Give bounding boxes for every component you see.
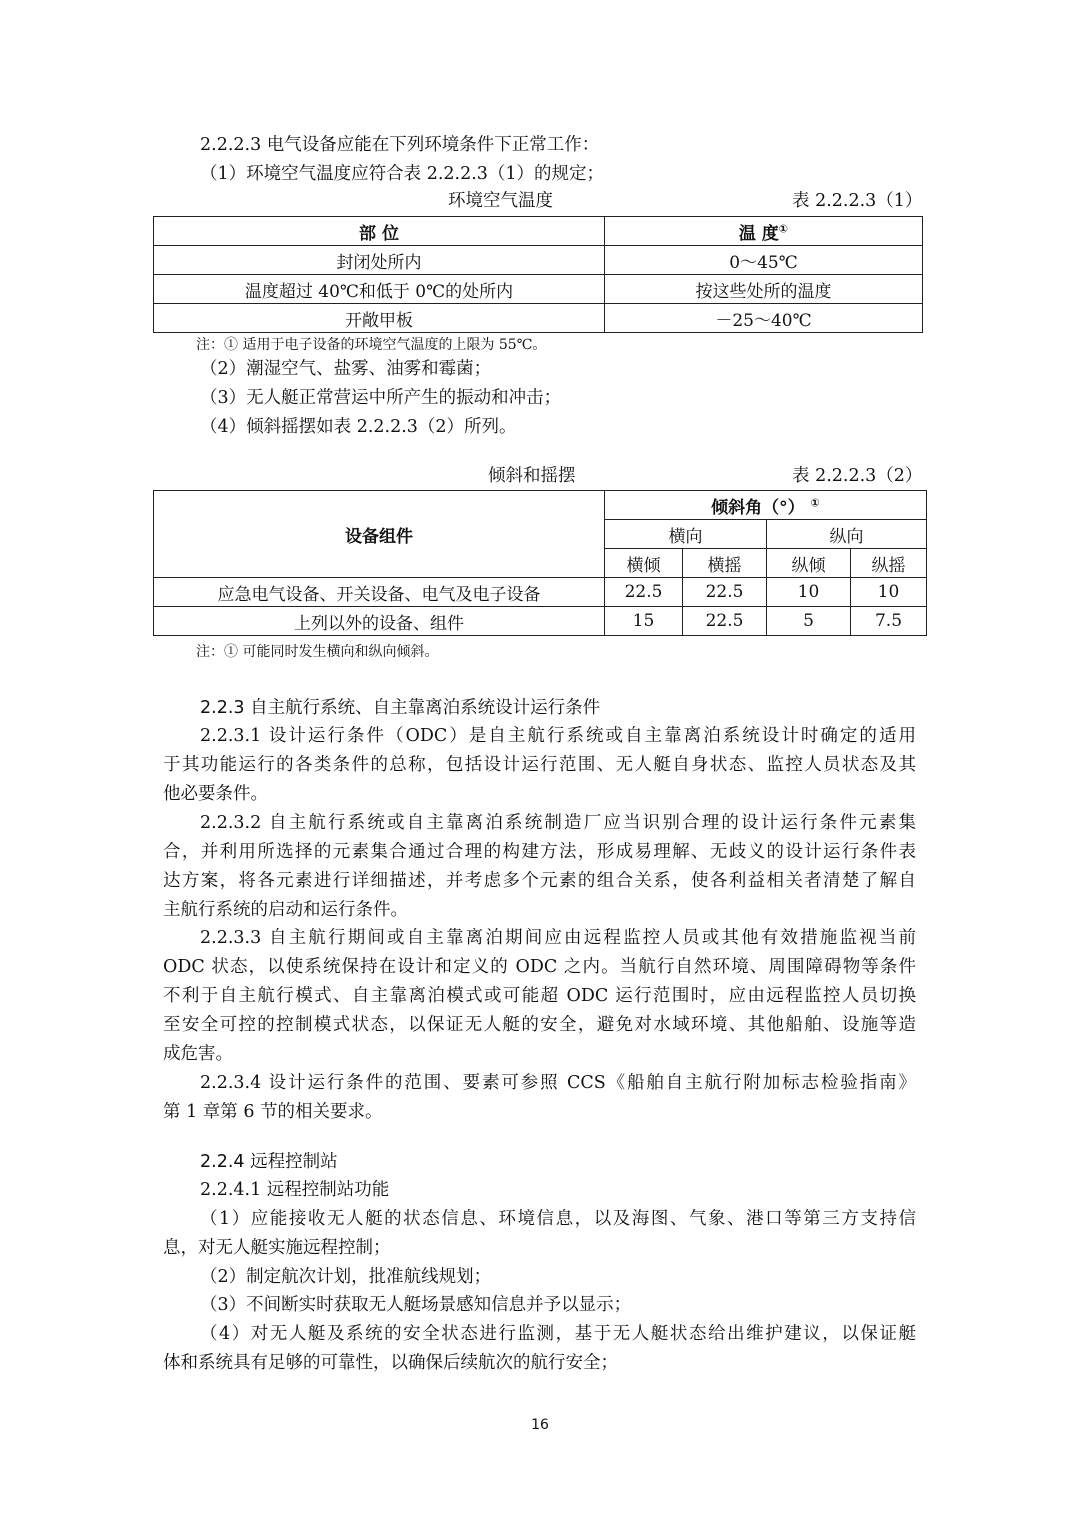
paragraph-line: 体和系统具有足够的可靠性，以确保后续航次的航行安全； (163, 1353, 618, 1373)
table-1-header-temp: 温 度① (605, 217, 923, 246)
paragraph-line: （4）对无人艇及系统的安全状态进行监测，基于无人艇状态给出维护建议，以保证艇 (200, 1324, 916, 1344)
paragraph-line: 不利于自主航行模式、自主靠离泊模式或可能超 ODC 运行范围时，应由远程监控人员切换 (163, 986, 916, 1006)
footnote-mark: ① (778, 221, 789, 235)
item-3: （3）无人艇正常营运中所产生的振动和冲击； (200, 388, 562, 408)
paragraph-line: 2.2.3.4 设计运行条件的范围、要素可参照 CCS《船舶自主航行附加标志检验指南》 (200, 1073, 916, 1093)
table-2-cell: 应急电气设备、开关设备、电气及电子设备 (154, 578, 605, 607)
paragraph-line: 2.2.3.3 自主航行期间或自主靠离泊期间应由远程监控人员或其他有效措施监视当前 (200, 928, 916, 948)
paragraph-line: 2.2.3.2 自主航行系统或自主靠离泊系统制造厂应当识别合理的设计运行条件元素集 (200, 813, 916, 833)
paragraph-line: 第 1 章第 6 节的相关要求。 (163, 1102, 383, 1122)
paragraph-line: 至安全可控的控制模式状态，以保证无人艇的安全，避免对水域环境、其他船舶、设施等造 (163, 1015, 916, 1035)
paragraph-line: 主航行系统的启动和运行条件。 (163, 900, 408, 920)
paragraph-line: （1）应能接收无人艇的状态信息、环境信息，以及海图、气象、港口等第三方支持信 (200, 1209, 916, 1229)
paragraph-line: （3）不间断实时获取无人艇场景感知信息并予以显示； (200, 1295, 632, 1315)
page-number: 16 (531, 1417, 549, 1433)
table-2-note: 注：① 可能同时发生横向和纵向倾斜。 (196, 644, 439, 660)
clause-2-2-4-1-heading: 2.2.4.1 远程控制站功能 (200, 1180, 390, 1200)
table-2-cell: 22.5 (683, 578, 767, 607)
table-2-cell: 7.5 (851, 607, 927, 636)
table-inclination-rolling (153, 490, 927, 636)
table-2-number: 表 2.2.2.3（2） (792, 466, 923, 486)
table-1-number: 表 2.2.2.3（1） (792, 191, 923, 211)
table-2-header-trim: 纵倾 (767, 549, 851, 578)
paragraph-line: ODC 状态，以使系统保持在设计和定义的 ODC 之内。当航行自然环境、周围障碍物等条件 (163, 957, 916, 977)
paragraph-line: （2）制定航次计划，批准航线规划； (200, 1267, 492, 1287)
table-1-cell: 0～45℃ (605, 246, 923, 275)
table-ambient-temperature (153, 216, 923, 333)
item-1: （1）环境空气温度应符合表 2.2.2.3（1）的规定； (200, 164, 605, 184)
table-2-title: 倾斜和摇摆 (488, 466, 576, 486)
section-2-2-4-heading: 2.2.4 远程控制站 (200, 1152, 338, 1172)
table-2-header-longitudinal: 纵向 (767, 520, 927, 549)
table-2-header-roll: 横摇 (683, 549, 767, 578)
table-1-cell: 温度超过 40℃和低于 0℃的处所内 (154, 275, 605, 304)
table-1-header-part: 部 位 (154, 217, 605, 246)
paragraph-line: 息，对无人艇实施远程控制； (163, 1238, 391, 1258)
table-2-header-angle: 倾斜角（°） ① (605, 491, 927, 520)
table-1-cell: －25～40℃ (605, 304, 923, 333)
section-2-2-3-heading: 2.2.3 自主航行系统、自主靠离泊系统设计运行条件 (200, 698, 601, 718)
paragraph-line: 他必要条件。 (163, 784, 268, 804)
table-2-cell: 10 (851, 578, 927, 607)
item-2: （2）潮湿空气、盐雾、油雾和霉菌； (200, 359, 492, 379)
table-2-header-transverse: 横向 (605, 520, 767, 549)
table-1-title: 环境空气温度 (448, 191, 553, 211)
table-2-cell: 上列以外的设备、组件 (154, 607, 605, 636)
item-4: （4）倾斜摇摆如表 2.2.2.3（2）所列。 (200, 417, 517, 437)
paragraph-line: 合，并利用所选择的元素集合通过合理的构建方法，形成易理解、无歧义的设计运行条件表 (163, 842, 916, 862)
table-2-cell: 22.5 (683, 607, 767, 636)
table-2-cell: 10 (767, 578, 851, 607)
table-2-cell: 5 (767, 607, 851, 636)
footnote-mark: ① (810, 495, 820, 509)
table-2-cell: 15 (605, 607, 683, 636)
table-2-cell: 22.5 (605, 578, 683, 607)
table-2-header-pitch: 纵摇 (851, 549, 927, 578)
paragraph-line: 成危害。 (163, 1044, 233, 1064)
table-1-cell: 开敞甲板 (154, 304, 605, 333)
table-1-cell: 按这些处所的温度 (605, 275, 923, 304)
paragraph-line: 达方案，将各元素进行详细描述，并考虑多个元素的组合关系，使各利益相关者清楚了解自 (163, 871, 916, 891)
paragraph-line: 于其功能运行的各类条件的总称，包括设计运行范围、无人艇自身状态、监控人员状态及其 (163, 755, 916, 775)
table-1-cell: 封闭处所内 (154, 246, 605, 275)
paragraph-line: 2.2.3.1 设计运行条件（ODC）是自主航行系统或自主靠离泊系统设计时确定的适用 (200, 726, 916, 746)
table-1-note: 注：① 适用于电子设备的环境空气温度的上限为 55℃。 (196, 337, 547, 353)
clause-2-2-2-3-heading: 2.2.2.3 电气设备应能在下列环境条件下正常工作： (200, 135, 600, 155)
table-2-header-heel: 横倾 (605, 549, 683, 578)
table-2-header-component: 设备组件 (154, 491, 605, 578)
